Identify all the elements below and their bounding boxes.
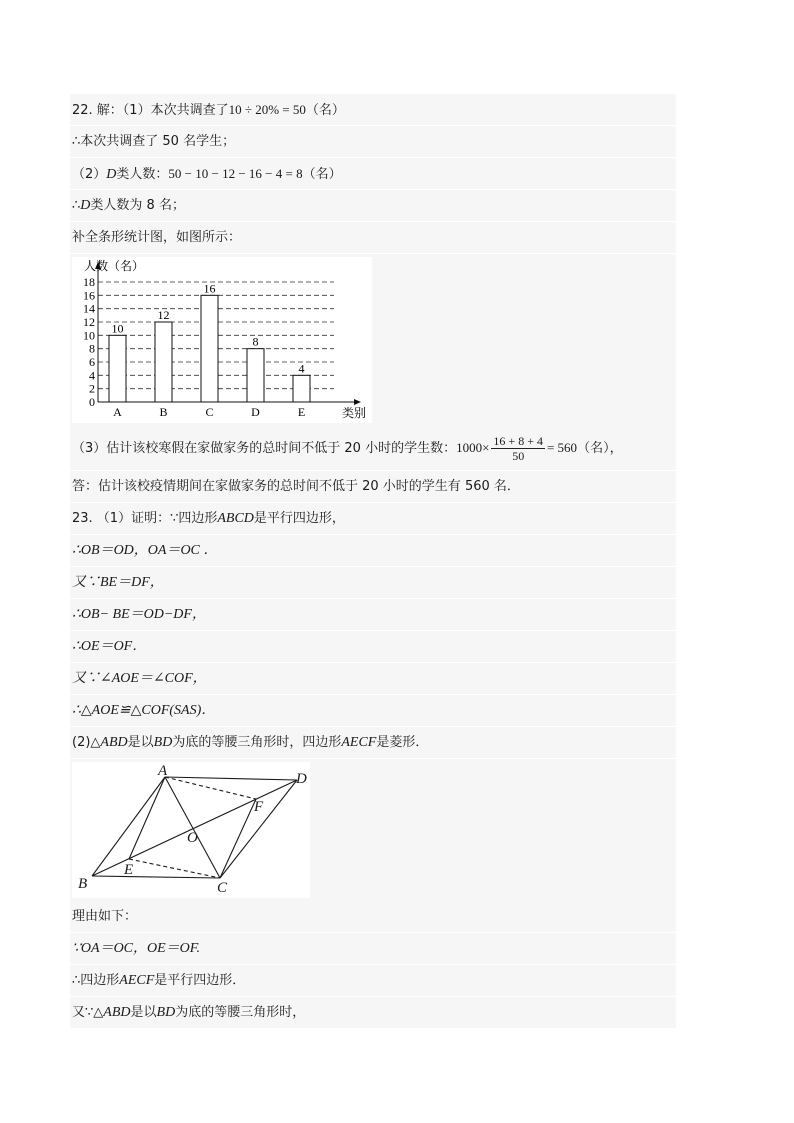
x-tick-B: B [159, 405, 168, 419]
q23-line-1: 23. （1）证明：∵四边形ABCD是平行四边形， [70, 503, 676, 535]
q23-line-7: ∴△AOE≌△COF(SAS)． [70, 695, 676, 727]
chart-bars [109, 281, 310, 402]
label-D: D [296, 771, 307, 787]
q23-line-5: ∴OE＝OF． [70, 631, 676, 663]
y-tick-6: 6 [89, 355, 95, 369]
bar-B [155, 322, 172, 402]
label-C: C [217, 880, 228, 896]
q23-line-12: 又∵△ABD是以BD为底的等腰三角形时， [70, 997, 676, 1029]
segment-AF-dashed [165, 777, 256, 799]
bar-C [201, 295, 218, 402]
q23-line-4: ∴OB− BE＝OD−DF， [70, 599, 676, 631]
q23-line-9: 理由如下： [70, 901, 676, 933]
parallelogram-figure [72, 762, 310, 898]
bar-chart [72, 257, 372, 423]
q22-line-5: 补全条形统计图，如图所示： [70, 222, 676, 254]
label-F: F [254, 799, 264, 815]
y-tick-10: 10 [83, 328, 95, 343]
x-axis-label: 类别 [342, 406, 367, 420]
q23-line-11: ∴四边形AECF是平行四边形． [70, 965, 676, 997]
y-tick-4: 4 [89, 368, 95, 383]
data-label-C: 16 [203, 281, 216, 296]
q23-line-6: 又∵∠AOE＝∠COF， [70, 663, 676, 695]
x-tick-C: C [205, 405, 214, 419]
segment-CD [220, 780, 297, 878]
fraction: $\frac{16 + 8 + 4}{50}$ [493, 434, 543, 463]
q23-line-8: (2)△ABD是以BD为底的等腰三角形时，四边形AECF是菱形． [70, 727, 676, 759]
label-B: B [78, 876, 88, 892]
label-E: E [124, 862, 134, 878]
bar-chart-container [70, 254, 676, 426]
q23-line-3: 又∵BE＝DF， [70, 567, 676, 599]
data-label-B: 12 [157, 308, 170, 322]
label-A: A [158, 763, 168, 779]
q23-line-10: ∵OA＝OC，OE＝OF. [70, 933, 676, 965]
y-tick-0: 0 [89, 395, 95, 409]
data-label-D: 8 [252, 334, 259, 349]
y-tick-16: 16 [83, 288, 95, 303]
x-tick-A: A [113, 405, 122, 419]
q22-line-2: ∴本次共调查了 50 名学生； [70, 126, 676, 158]
x-axis-arrow [354, 399, 361, 405]
y-tick-8: 8 [89, 341, 95, 356]
bar-D [247, 349, 264, 402]
segment-AD [165, 777, 297, 780]
q22-line-3: （2）D类人数：50 − 10 − 12 − 16 − 4 = 8（名） [70, 158, 676, 190]
y-tick-12: 12 [83, 315, 95, 329]
y-tick-2: 2 [89, 381, 95, 396]
label-O: O [187, 830, 198, 846]
x-tick-D: D [251, 405, 260, 419]
data-label-E: 4 [298, 361, 305, 376]
q22-answer: 答：估计该校疫情期间在家做家务的总时间不低于 20 小时的学生有 560 名． [70, 471, 676, 503]
y-tick-14: 14 [83, 301, 95, 316]
bar-E [293, 375, 310, 402]
q22-line-6: （3）估计该校寒假在家做家务的总时间不低于 20 小时的学生数：1000× $\frac{16 + 8 + 4}{50}$ = 560（名）， [70, 426, 676, 471]
q22-line-4: ∴D类人数为 8 名； [70, 190, 676, 222]
data-label-A: 10 [111, 321, 124, 336]
y-tick-18: 18 [83, 275, 95, 289]
diagonal-AC [165, 777, 220, 878]
q22-line-1: 22. 解：（1）本次共调查了10 ÷ 20% = 50（名） [70, 94, 676, 126]
diagonal-BD [92, 780, 297, 876]
parallelogram-figure-container [70, 759, 676, 901]
segment-EC-dashed [129, 859, 220, 878]
x-tick-E: E [297, 405, 306, 419]
segment-BC [92, 876, 220, 878]
solution-page [70, 94, 676, 1029]
q23-line-2: ∴OB＝OD，OA＝OC ． [70, 535, 676, 567]
bar-A [109, 335, 126, 402]
y-axis-label: 人数（名） [84, 259, 145, 273]
